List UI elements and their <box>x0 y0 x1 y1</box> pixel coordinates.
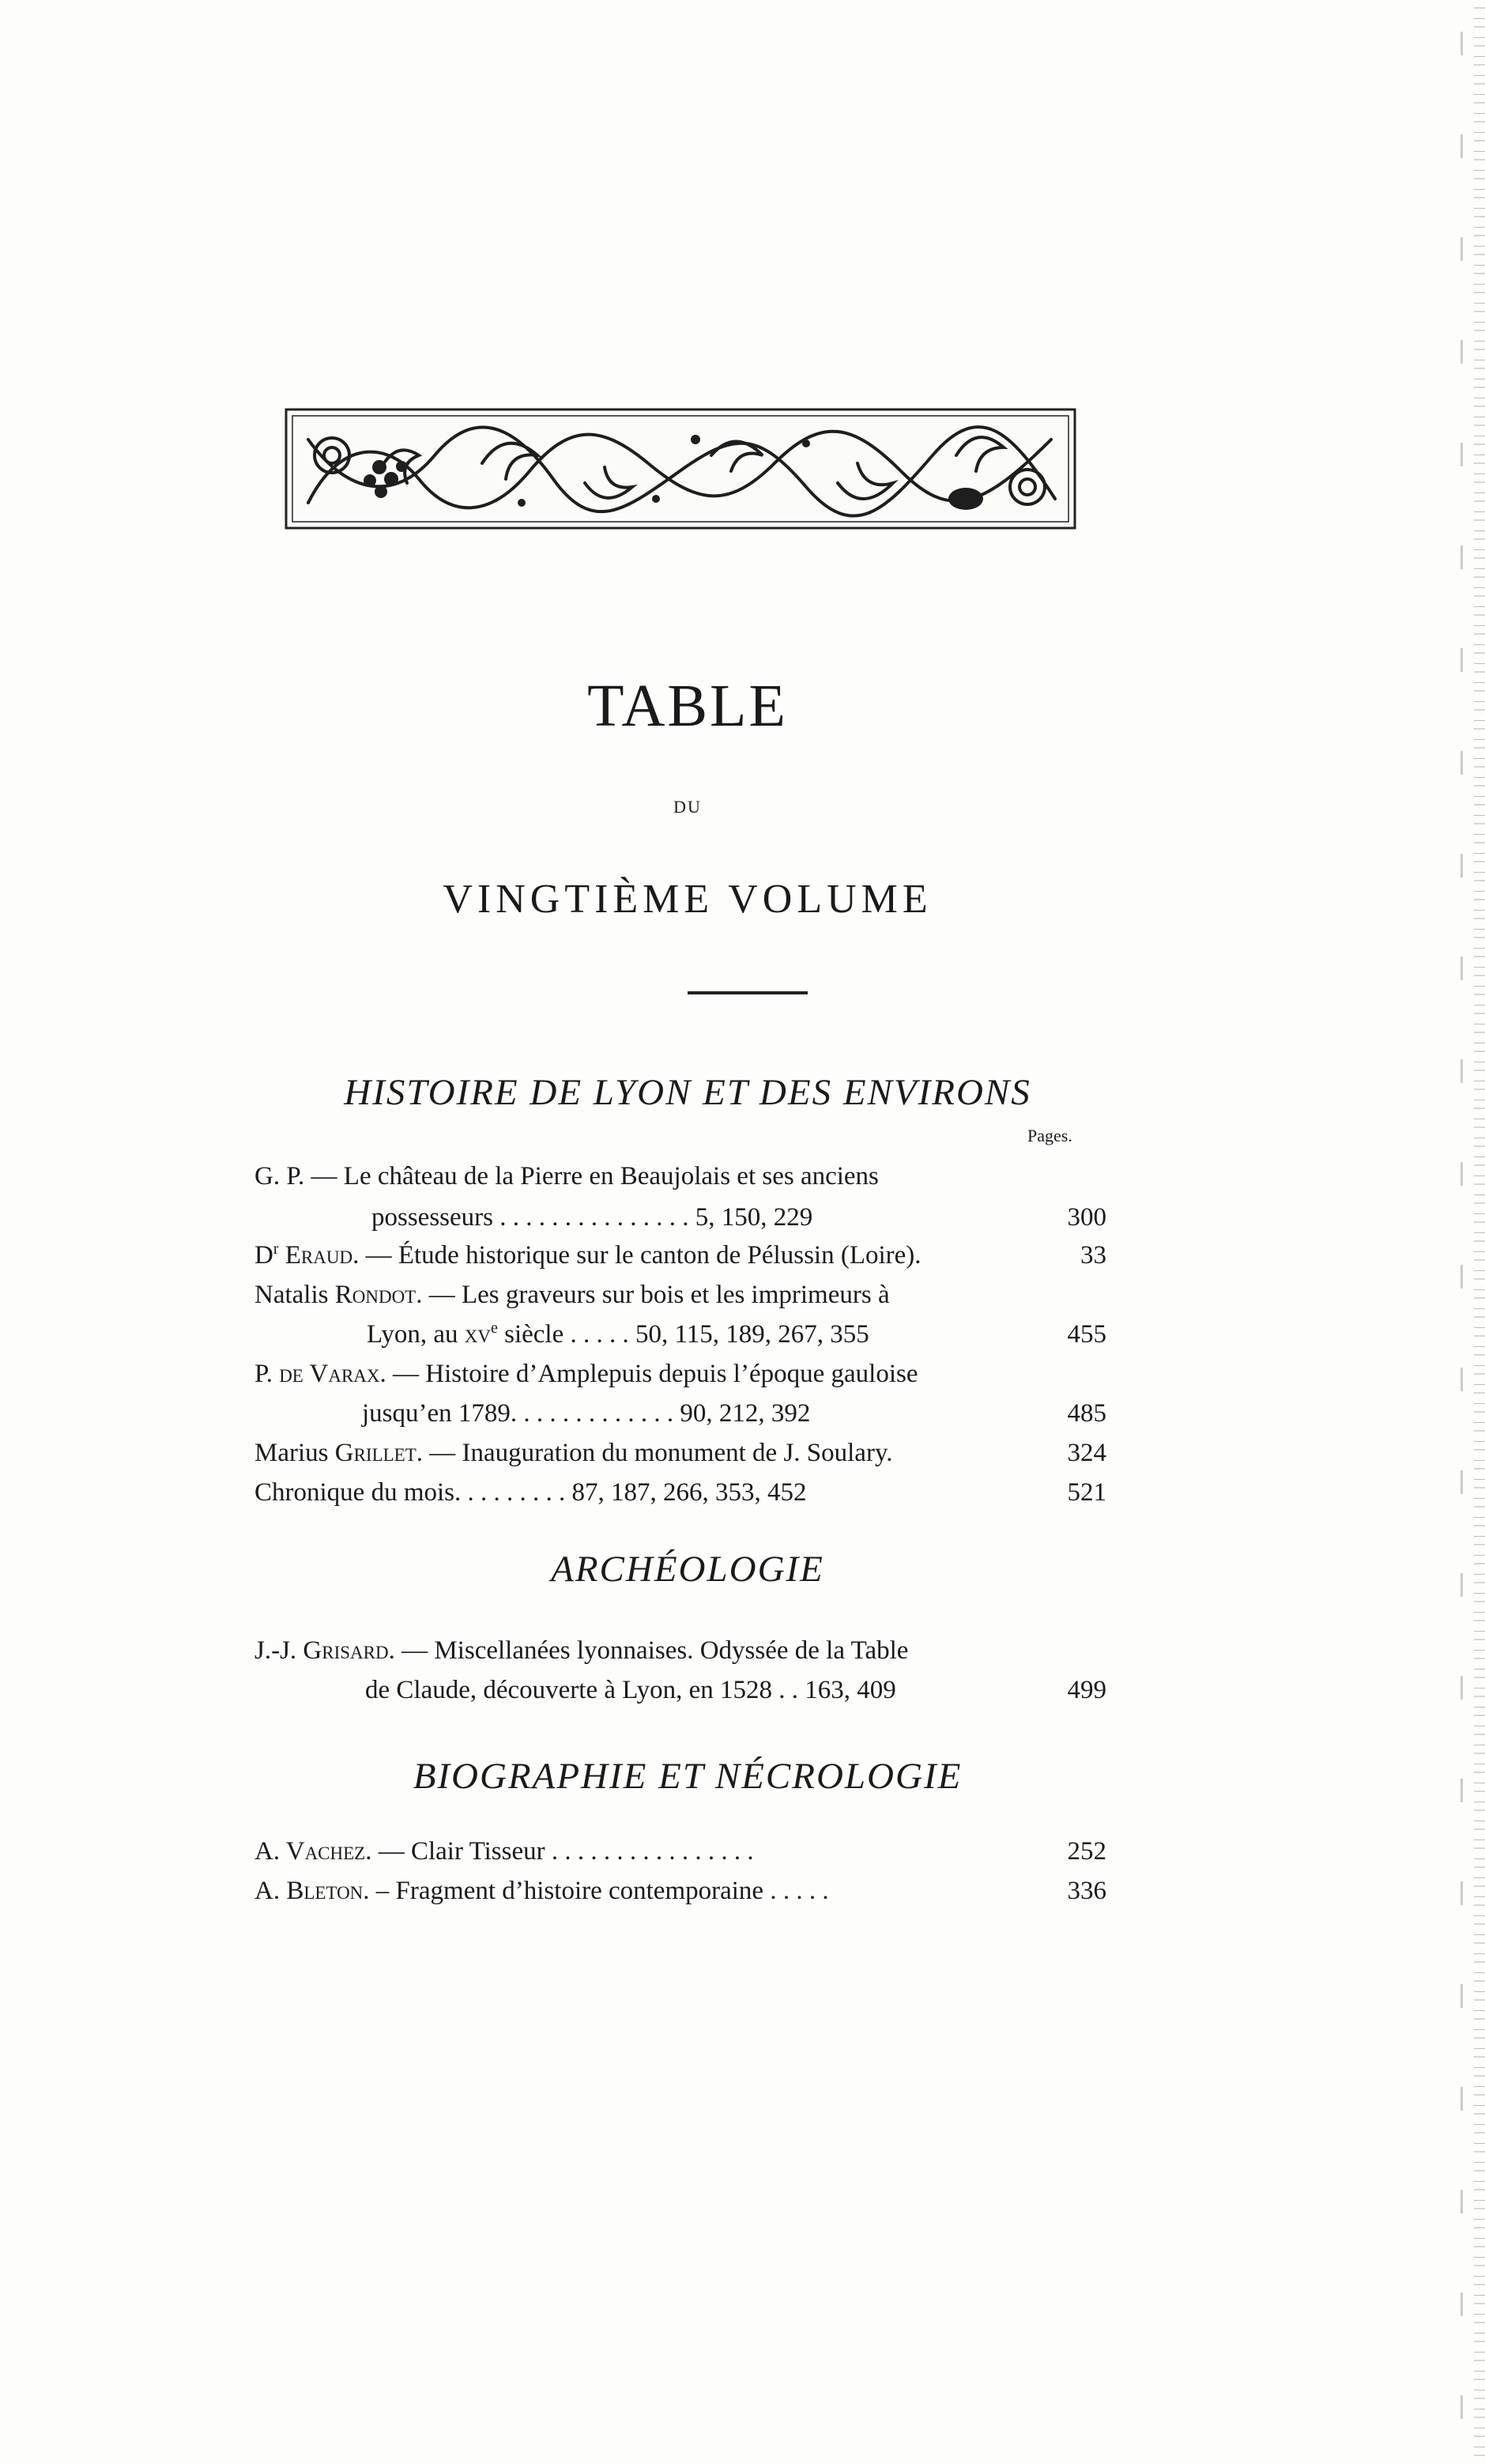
pages-column-label: Pages. <box>1027 1126 1072 1145</box>
toc-entry-continuation <box>254 1315 1106 1353</box>
entry-title: — Clair Tisseur . . . . . . . . . . . . . . . . <box>378 1837 754 1866</box>
entry-title: Chronique du mois. . . . . . . . . <box>254 1478 566 1507</box>
entry-author: A. Vachez. <box>254 1837 372 1866</box>
entry-prefix: D <box>254 1241 273 1270</box>
toc-entry <box>254 1473 1106 1511</box>
entry-page: 521 <box>1067 1478 1106 1507</box>
section-heading-biographie: BIOGRAPHIE ET NÉCROLOGIE <box>413 1756 963 1797</box>
entry-refs: 90, 212, 392 <box>680 1399 811 1428</box>
entry-page: 499 <box>1067 1676 1106 1704</box>
entry-page: 33 <box>1080 1241 1106 1270</box>
toc-entry-continuation <box>254 1394 1106 1432</box>
entry-author: P. de Varax. <box>254 1360 386 1388</box>
entry-title: — Histoire d’Amplepuis depuis l’époque gauloise <box>393 1360 918 1388</box>
toc-entry <box>254 1355 1106 1393</box>
section-heading-histoire: HISTOIRE DE LYON ET DES ENVIRONS <box>344 1072 1031 1113</box>
entry-page: 485 <box>1067 1399 1106 1428</box>
entry-page: 336 <box>1067 1877 1106 1905</box>
entry-refs: 87, 187, 266, 353, 452 <box>571 1478 807 1507</box>
entry-title: – Fragment d’histoire contemporaine . . . . . <box>375 1877 829 1905</box>
entry-title-cont: siècle . . . . . <box>504 1320 629 1349</box>
entry-title-cont: de Claude, découverte à Lyon, en 1528 . . <box>365 1676 798 1704</box>
entry-title: — Étude historique sur le canton de Pélussin (Loire). <box>365 1241 922 1270</box>
toc-entry <box>254 1434 1106 1472</box>
entry-title: — Miscellanées lyonnaises. Odyssée de la Table <box>401 1636 909 1665</box>
entry-page: 455 <box>1067 1320 1106 1349</box>
entry-title: — Le château de la Pierre en Beaujolais et ses anciens <box>311 1162 879 1190</box>
entry-prefix: Marius <box>254 1439 329 1467</box>
page-edge-shadow <box>1474 0 1485 2464</box>
headpiece-ornament <box>285 408 1076 530</box>
entry-refs: 50, 115, 189, 267, 355 <box>635 1320 869 1349</box>
entry-title-cont: jusqu’en 1789. . . . . . . . . . . . . <box>362 1399 674 1428</box>
entry-author: Rondot. <box>334 1281 423 1309</box>
entry-refs: 163, 409 <box>805 1676 896 1704</box>
entry-author: Grillet. <box>334 1439 424 1467</box>
toc-entry <box>254 1832 1106 1870</box>
toc-entry <box>254 1872 1106 1910</box>
entry-title: — Les graveurs sur bois et les imprimeurs à <box>428 1281 890 1309</box>
toc-entry <box>254 1236 1106 1274</box>
entry-title-cont: possesseurs . . . . . . . . . . . . . . . <box>371 1203 689 1232</box>
entry-author: A. Bleton. <box>254 1877 370 1905</box>
entry-page: 324 <box>1067 1439 1106 1467</box>
page-edge-speckle <box>1461 0 1463 2464</box>
entry-author: G. P. <box>254 1162 305 1190</box>
page-title: TABLE <box>587 673 788 739</box>
toc-entry-continuation <box>254 1198 1106 1236</box>
entry-prefix: Natalis <box>254 1281 329 1309</box>
volume-title: VINGTIÈME VOLUME <box>443 877 933 922</box>
section-heading-archeologie: ARCHÉOLOGIE <box>551 1549 824 1590</box>
entry-century: xv <box>464 1320 491 1349</box>
entry-page: 300 <box>1067 1203 1106 1232</box>
divider-rule <box>688 991 808 994</box>
entry-prefix-sup: r <box>273 1240 279 1258</box>
toc-entry <box>254 1276 1106 1314</box>
entry-title-cont: Lyon, au <box>367 1320 458 1349</box>
toc-entry-continuation <box>254 1671 1106 1709</box>
subtitle-du: DU <box>673 797 702 817</box>
entry-title: — Inauguration du monument de J. Soulary. <box>429 1439 893 1467</box>
entry-century-sup: e <box>490 1319 498 1337</box>
entry-page: 252 <box>1067 1837 1106 1866</box>
entry-author: J.-J. Grisard. <box>254 1636 395 1665</box>
entry-refs: 5, 150, 229 <box>695 1203 813 1232</box>
toc-entry <box>254 1632 1106 1670</box>
entry-author: Eraud. <box>285 1241 360 1270</box>
toc-entry <box>254 1157 1106 1195</box>
